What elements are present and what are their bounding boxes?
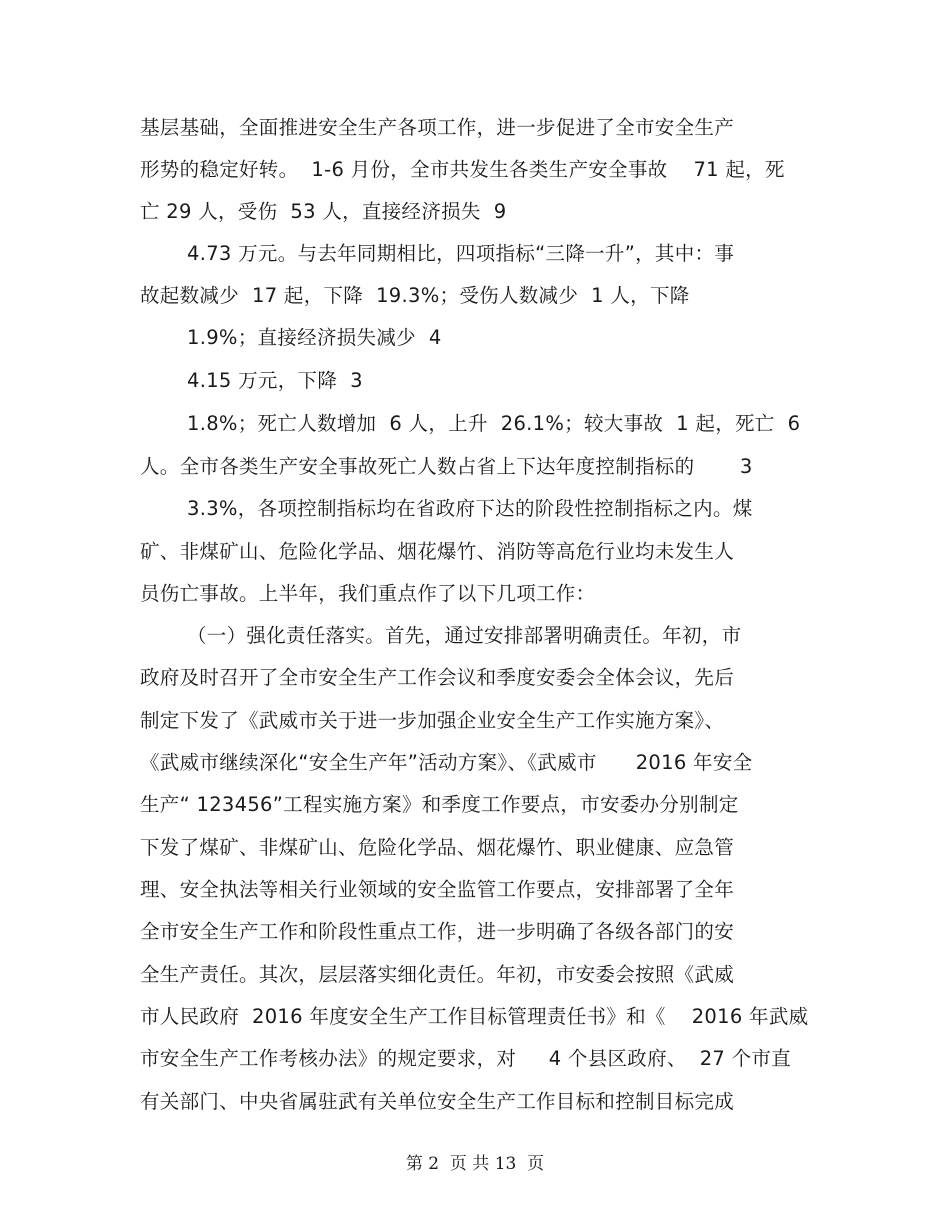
text-line: 3.3%，各项控制指标均在省政府下达的阶段性控制指标之内。煤 xyxy=(187,497,753,520)
text-line: 形势的稳定好转。 1-6 月份，全市共发生各类生产安全事故 71 起，死 xyxy=(140,158,785,181)
text-line: （一）强化责任落实。首先，通过安排部署明确责任。年初，市 xyxy=(187,624,742,647)
text-line: 基层基础，全面推进安全生产各项工作，进一步促进了全市安全生产 xyxy=(140,116,735,139)
text-line: 4.15 万元，下降 3 xyxy=(187,369,363,392)
text-line: 4.73 万元。与去年同期相比，四项指标“三降一升”，其中：事 xyxy=(187,242,735,265)
text-line: 1.9%；直接经济损失减少 4 xyxy=(187,326,442,349)
text-line: 亡 29 人，受伤 53 人，直接经济损失 9 xyxy=(140,200,507,223)
text-line: 人。全市各类生产安全事故死亡人数占省上下达年度控制指标的 3 xyxy=(140,455,753,478)
page-footer: 第 2 页 共 13 页 xyxy=(405,1154,545,1174)
text-line: 市安全生产工作考核办法》的规定要求，对 4 个县区政府、 27 个市直 xyxy=(140,1047,792,1070)
text-line: 《武威市继续深化“安全生产年”活动方案》、《武威市 2016 年安全 xyxy=(140,751,753,774)
text-line: 故起数减少 17 起，下降 19.3%；受伤人数减少 1 人，下降 xyxy=(140,284,690,307)
text-line: 制定下发了《武威市关于进一步加强企业安全生产工作实施方案》、 xyxy=(140,709,725,732)
text-line: 全市安全生产工作和阶段性重点工作，进一步明确了各级各部门的安 xyxy=(140,920,735,943)
text-line: 生产“ 123456”工程实施方案》和季度工作要点，市安委办分别制定 xyxy=(140,793,739,816)
text-line: 员伤亡事故。上半年，我们重点作了以下几项工作： xyxy=(140,582,596,605)
text-line: 矿、非煤矿山、危险化学品、烟花爆竹、消防等高危行业均未发生人 xyxy=(140,540,735,563)
text-line: 全生产责任。其次，层层落实细化责任。年初，市安委会按照《武威 xyxy=(140,963,735,986)
text-line: 市人民政府 2016 年度安全生产工作目标管理责任书》和《 2016 年武威 xyxy=(140,1005,809,1028)
text-line: 1.8%；死亡人数增加 6 人，上升 26.1%；较大事故 1 起，死亡 6 xyxy=(187,412,801,435)
text-line: 有关部门、中央省属驻武有关单位安全生产工作目标和控制目标完成 xyxy=(140,1090,735,1113)
text-line: 政府及时召开了全市安全生产工作会议和季度安委会全体会议，先后 xyxy=(140,666,735,689)
text-line: 下发了煤矿、非煤矿山、危险化学品、烟花爆竹、职业健康、应急管 xyxy=(140,836,735,859)
text-line: 理、安全执法等相关行业领域的安全监管工作要点，安排部署了全年 xyxy=(140,878,735,901)
